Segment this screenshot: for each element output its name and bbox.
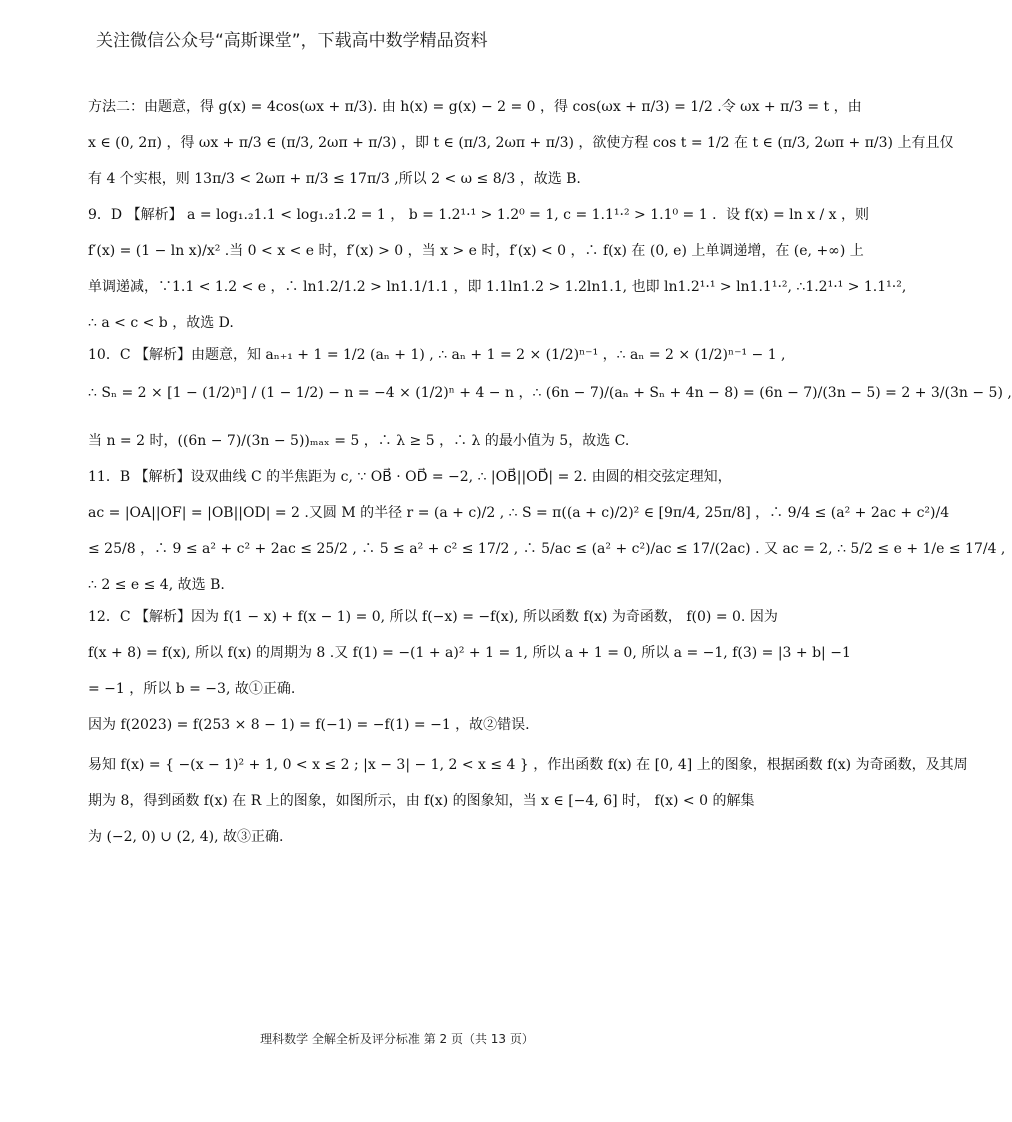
- method-two-paragraph: [88, 98, 954, 188]
- question-10-solution: [88, 346, 1012, 450]
- question-9-solution: [88, 206, 907, 332]
- page-footer: 理科数学 全解全析及评分标准 第 2 页（共 13 页）: [260, 1032, 534, 1046]
- text-line: 因为 f(2023) = f(253 × 8 − 1) = f(−1) = −f(1) = −1 ，故②错误.: [88, 717, 530, 733]
- text-line: 方法二：由题意，得 g(x) = 4cos(ωx + π/3). 由 h(x) = g(x) − 2 = 0 ，得 cos(ωx + π/3) = 1/2 .令 ωx + π/3 = t ，由: [88, 99, 862, 115]
- text-line: 9．D 【解析】 a = log₁.₂1.1 < log₁.₂1.2 = 1 ， b = 1.2¹·¹ > 1.2⁰ = 1, c = 1.1¹·² > 1.1⁰ = 1 ．设 f(x) = ln x / x ，则: [88, 207, 869, 223]
- text-line: 易知 f(x) = { −(x − 1)² + 1, 0 < x ≤ 2 ; |x − 3| − 1, 2 < x ≤ 4 } ，作出函数 f(x) 在 [0, 4] 上的图象，根据函数 f(x) 为奇函数，及其周: [88, 757, 968, 773]
- text-line: f′(x) = (1 − ln x)/x² .当 0 < x < e 时，f′(x) > 0 ，当 x > e 时，f′(x) < 0 ，∴ f(x) 在 (0, e) 上单调递增，在 (e, +∞) 上: [88, 243, 864, 259]
- text-line: ∴ a < c < b ，故选 D.: [88, 315, 234, 331]
- text-line: ≤ 25/8 ，∴ 9 ≤ a² + c² + 2ac ≤ 25/2 , ∴ 5 ≤ a² + c² ≤ 17/2 , ∴ 5/ac ≤ (a² + c²)/ac ≤ 17/(2ac) . 又 ac = 2, ∴ 5/2 ≤ e + 1/e ≤ 17/4 ,: [88, 541, 1006, 557]
- text-line: 11．B 【解析】设双曲线 C 的半焦距为 c, ∵ OB⃗ · OD⃗ = −2, ∴ |OB⃗||OD⃗| = 2. 由圆的相交弦定理知，: [88, 469, 732, 485]
- page-header: 关注微信公众号“高斯课堂”，下载高中数学精品资料: [96, 31, 488, 51]
- text-line: 为 (−2, 0) ∪ (2, 4), 故③正确.: [88, 829, 284, 845]
- text-line: ∴ 2 ≤ e ≤ 4, 故选 B.: [88, 577, 225, 593]
- text-line: 有 4 个实根，则 13π/3 < 2ωπ + π/3 ≤ 17π/3 ,所以 2 < ω ≤ 8/3 ，故选 B.: [88, 171, 581, 187]
- question-12-solution: [88, 608, 968, 846]
- text-line: ∴ Sₙ = 2 × [1 − (1/2)ⁿ] / (1 − 1/2) − n = −4 × (1/2)ⁿ + 4 − n ，∴ (6n − 7)/(aₙ + Sₙ + 4n − 8) = (6n − 7)/(3n − 5) = 2 + 3/(3n − 5) ,: [88, 385, 1012, 401]
- text-line: 10．C 【解析】由题意，知 aₙ₊₁ + 1 = 1/2 (aₙ + 1) , ∴ aₙ + 1 = 2 × (1/2)ⁿ⁻¹ ，∴ aₙ = 2 × (1/2)ⁿ⁻¹ − 1 ,: [88, 347, 786, 363]
- text-line: 当 n = 2 时，((6n − 7)/(3n − 5))ₘₐₓ = 5 ，∴ λ ≥ 5 ，∴ λ 的最小值为 5，故选 C.: [88, 433, 630, 449]
- text-line: 单调递减，∵1.1 < 1.2 < e ，∴ ln1.2/1.2 > ln1.1/1.1 ，即 1.1ln1.2 > 1.2ln1.1, 也即 ln1.2¹·¹ > ln1.1¹·², ∴1.2¹·¹ > 1.1¹·²,: [88, 279, 907, 295]
- text-line: = −1 ，所以 b = −3, 故①正确.: [88, 681, 296, 697]
- text-line: 期为 8，得到函数 f(x) 在 R 上的图象，如图所示，由 f(x) 的图象知，当 x ∈ [−4, 6] 时， f(x) < 0 的解集: [88, 793, 755, 809]
- text-line: f(x + 8) = f(x), 所以 f(x) 的周期为 8 .又 f(1) = −(1 + a)² + 1 = 1, 所以 a + 1 = 0, 所以 a = −1, f(3) = |3 + b| −1: [88, 645, 851, 661]
- solution-content: [88, 98, 1012, 860]
- question-11-solution: [88, 468, 1006, 594]
- text-line: 12．C 【解析】因为 f(1 − x) + f(x − 1) = 0, 所以 f(−x) = −f(x), 所以函数 f(x) 为奇函数， f(0) = 0. 因为: [88, 609, 778, 625]
- text-line: x ∈ (0, 2π) ，得 ωx + π/3 ∈ (π/3, 2ωπ + π/3) ，即 t ∈ (π/3, 2ωπ + π/3) ，欲使方程 cos t = 1/2 在 t ∈ (π/3, 2ωπ + π/3) 上有且仅: [88, 135, 954, 151]
- text-line: ac = |OA||OF| = |OB||OD| = 2 .又圆 M 的半径 r = (a + c)/2 , ∴ S = π((a + c)/2)² ∈ [9π/4, 25π/8] ，∴ 9/4 ≤ (a² + 2ac + c²)/4: [88, 505, 950, 521]
